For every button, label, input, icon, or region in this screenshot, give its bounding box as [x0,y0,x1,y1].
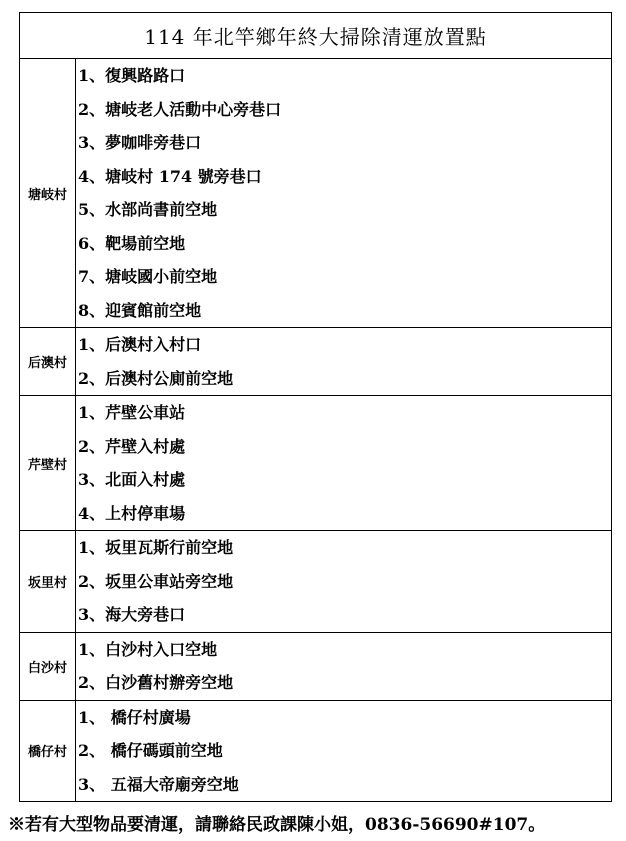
list-item: 1、 橋仔村廣場 [78,707,191,727]
list-item: 4、塘岐村 174 號旁巷口 [78,166,262,186]
village-row-banli [20,531,612,633]
village-row-qiaozai [20,700,612,802]
village-name: 芹壁村 [20,396,76,531]
list-item: 1、白沙村入口空地 [78,639,218,659]
village-row-qinbi [20,396,612,531]
list-item: 1、后澳村入村口 [78,335,202,354]
list-item: 1、復興路路口 [78,66,186,85]
village-name: 白沙村 [20,632,76,700]
village-name: 塘岐村 [20,59,76,328]
village-name: 橋仔村 [20,700,76,802]
village-items [76,396,612,531]
village-row-baisha [20,632,612,700]
list-item: 2、 橋仔碼頭前空地 [78,741,223,760]
list-item: 1、芹壁公車站 [78,403,186,422]
list-item: 6、靶場前空地 [78,233,186,253]
village-items [76,531,612,633]
list-item: 3、海大旁巷口 [78,605,186,624]
village-row-houao [20,328,612,396]
list-item: 2、白沙舊村辦旁空地 [78,673,234,692]
village-name: 坂里村 [20,531,76,633]
title-row [20,13,612,59]
village-name: 后澳村 [20,328,76,396]
list-item: 2、芹壁入村處 [78,436,186,456]
list-item: 1、坂里瓦斯行前空地 [78,538,234,557]
list-item: 8、迎賓館前空地 [78,300,202,320]
collection-points-table [19,12,612,802]
list-item: 2、坂里公車站旁空地 [78,571,234,591]
village-items [76,700,612,802]
village-items [76,632,612,700]
list-item: 7、塘岐國小前空地 [78,267,218,286]
list-item: 4、上村停車場 [78,503,186,523]
contact-footnote: ※若有大型物品要清運，請聯絡民政課陳小姐，0836-56690#107。 [8,815,546,835]
page-title: 114 年北竿鄉年終大掃除清運放置點 [20,13,612,59]
list-item: 3、夢咖啡旁巷口 [78,133,202,152]
list-item: 3、北面入村處 [78,470,186,489]
list-item: 5、水部尚書前空地 [78,200,218,219]
list-item: 3、 五福大帝廟旁空地 [78,774,239,794]
list-item: 2、塘岐老人活動中心旁巷口 [78,99,282,119]
village-items [76,328,612,396]
village-row-tangqi [20,59,612,328]
village-items [76,59,612,328]
list-item: 2、后澳村公廁前空地 [78,368,234,388]
